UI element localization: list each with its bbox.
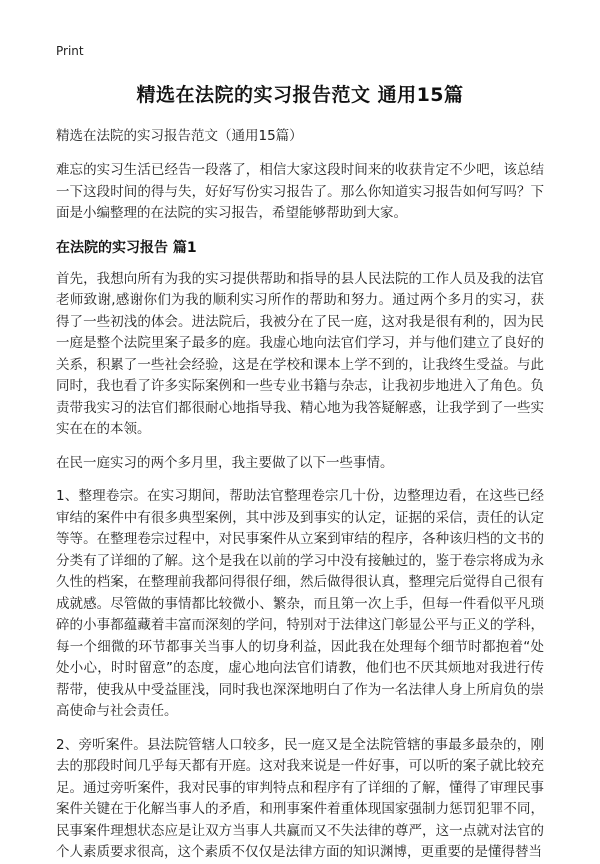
body-paragraph: 2、旁听案件。县法院管辖人口较多，民一庭又是全法院管辖的事最多最杂的，刚去的那段时间几乎每天都有开庭。这对我来说是一件好事，可以听的案子就比较充足。通过旁听案件，我对民事的审判特点和程序有了详细的了解，懂得了审理民事案件关键在于化解当事人的矛盾，和刑事案件着重体现国家强制力惩罚犯罪不同，民事案件理想状态应是让双方当事人共赢而又不失法律的尊严，这一点就对法官的个人素质要求很高，这个素质不仅仅是法律方面的知识渊博，更重要的是懂得替当: [56, 736, 544, 860]
document-subtitle: 精选在法院的实习报告范文（通用15篇）: [56, 128, 303, 144]
document-title: 精选在法院的实习报告范文 通用15篇: [136, 84, 464, 106]
print-label[interactable]: Print: [56, 44, 84, 58]
section-heading: 在法院的实习报告 篇1: [56, 239, 197, 256]
body-paragraph: 首先，我想向所有为我的实习提供帮助和指导的县人民法院的工作人员及我的法官老师致谢,感谢你们为我的顺利实习所作的帮助和努力。通过两个多月的实习，获得了一些初浅的体会。进法院后，我被分在了民一庭，这对我是很有利的，因为民一庭是整个法院里案子最多的庭。我虚心地向法官们学习，并与他们建立了良好的关系，积累了一些社会经验，这是在学校和课本上学不到的，让我终生受益。与此同时，我也看了许多实际案例和一些专业书籍与杂志，让我初步地进入了角色。负责带我实习的法官们都很耐心地指导我、精心地为我答疑解惑，让我学到了一些实实在在的本领。: [56, 270, 544, 437]
body-paragraph: 1、整理卷宗。在实习期间，帮助法官整理卷宗几十份，边整理边看，在这些已经审结的案件中有很多典型案例，其中涉及到事实的认定，证据的采信，责任的认定等等。在整理卷宗过程中，对民事案件从立案到审结的程序，各种该归档的文书的分类有了详细的了解。这个是我在以前的学习中没有接触过的，鉴于卷宗将成为永久性的档案，在整理前我都问得很仔细，然后做得很认真，整理完后觉得自己很有成就感。尽管做的事情都比较微小、繁杂，而且第一次上手，但每一件看似平凡琐碎的小事都蕴藏着丰富而深刻的学问，特别对于法律这门彰显公平与正义的学科，每一个细微的环节都事关当事人的切身利益，因此我在处理每个细节时都抱着“处处小心，时时留意”的态度，虚心地向法官们请教，他们也不厌其烦地对我进行传帮带，使我从中受益匪浅，同时我也深深地明白了作为一名法律人身上所肩负的崇高使命与社会责任。: [56, 488, 544, 719]
intro-paragraph: 难忘的实习生活已经告一段落了，相信大家这段时间来的收获肯定不少吧，该总结一下这段时间的得与失，好好写份实习报告了。那么你知道实习报告如何写吗？下面是小编整理的在法院的实习报告，希望能够帮助到大家。: [56, 162, 544, 221]
body-paragraph: 在民一庭实习的两个多月里，我主要做了以下一些事情。: [56, 454, 394, 471]
